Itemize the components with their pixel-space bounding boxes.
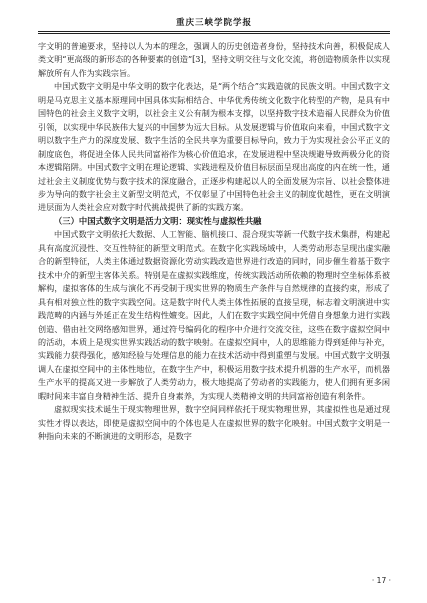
header-rule-thin xyxy=(38,33,390,34)
paragraph-4: 虚拟现实技术诞生于现实物理世界，数字空间同样依托于现实物理世界，其虚拟性也是通过现实性才得以表达，即使是虚拟空间中的个体也是人在虚拟世界的数字化映射。中国式数字文明是一种指向未来的不断演进的文明形态，是数字 xyxy=(38,404,390,442)
paragraph-2: 中国式数字文明是中华文明的数字化表达，是“两个结合”实践造就的民族文明。中国式数字文明是马克思主义基本原理同中国具体实际相结合、中华优秀传统文化数字化转型的产物，是具有中国特色的社会主义数字文明，以社会主义公有制为根本支撑，以坚持数字技术造福人民群众为价值引领，以实现中华民族伟大复兴的中国梦为远大目标。从发展逻辑与价值取向来看，中国式数字文明以数字生产力的深度发展、数字生活的全民共享为重要目标导向，致力于为实现社会公平正义的制度底色，将促进全体人民共同富裕作为核心价值追求，在发展进程中坚决规避导致两极分化的资本逻辑陷阱。中国式数字文明在理论逻辑、实践进程及价值目标层面呈现出高度的内在统一性，通过社会主义制度优势与数字技术的深度融合，正逐步构建起以人的全面发展为宗旨、以社会整体进步为导向的数字社会主义新型文明范式，不仅彰显了中国特色社会主义的制度优越性，更在文明演进层面为人类社会应对数字时代挑战提供了新的实践方案。 xyxy=(38,81,390,213)
paragraph-1: 字文明的普遍要求，坚持以人为本的理念，强调人的历史创造者身份，坚持技术向善，积极促成人类文明“更高级的新形态的各种要素的创造”[3]，坚持文明交往与文化交流，将创造物质条件以实现解放所有人作为实践宗旨。 xyxy=(38,41,390,78)
running-header: 重庆三峡学院学报 xyxy=(175,18,252,28)
journal-page xyxy=(38,16,390,444)
paragraph-3: 中国式数字文明依托大数据、人工智能、脑机接口、混合现实等新一代数字技术集群，构建起具有高度沉浸性、交互性特征的新型文明范式。在数字化实践场域中，人类劳动形态呈现出虚实融合的新型特征，人类主体通过数据资源化劳动实践改造世界进行改造的同时，同步催生着基于数字技术中介的新型主客体关系。特别是在虚拟实践维度，传统实践活动所依赖的物理时空坐标体系被解构，虚拟客体的生成与演化不再受制于现实世界的物质生产条件与自然规律的直接约束，形成了具有相对独立性的数字实践空间。这是数字时代人类主体性拓展的直接呈现，标志着文明演进中实践范畴的内涵与外延正在发生结构性嬗变。因此，人们在数字实践空间中凭借自身想象力进行实践创造、借由社交网络感知世界，通过符号编码化的程序中介进行交流交往，这些在数字虚拟空间中的活动，本质上是现实世界实践活动的数字映射。在虚拟空间中，人的思维能力得到延伸与补充，实践能力获得强化，感知经验与处理信息的能力在技术活动中得到重塑与发展。中国式数字文明强调人在虚拟空间中的主体性地位，在数字生产中，积极运用数字技术提升机器的生产水平，而机器生产水平的提高又进一步解放了人类劳动力，极大地提高了劳动者的实践能力，使人们拥有更多闲暇时间来丰富自身精神生活、提升自身素养，为实现人类精神文明的共同富裕创造有利条件。 xyxy=(38,229,390,401)
section-heading: （三）中国式数字文明是活力文明：现实性与虚拟性共融 xyxy=(54,215,262,226)
header-rule-thick xyxy=(38,31,390,32)
page-number: · 17 · xyxy=(371,576,391,585)
